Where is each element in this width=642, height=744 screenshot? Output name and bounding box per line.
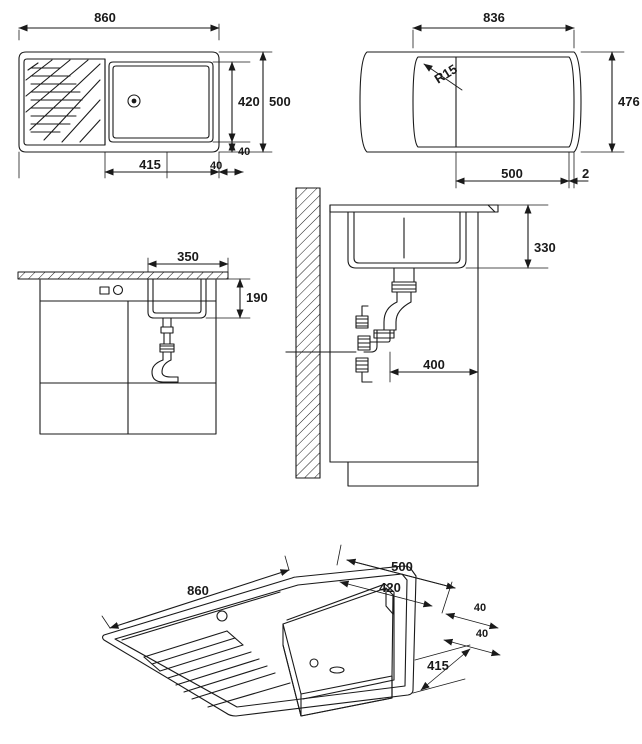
dim-330: 330 <box>534 240 556 255</box>
view-top-left <box>19 10 291 178</box>
view-side-section <box>18 249 268 434</box>
dim-500-iso: 500 <box>391 559 413 574</box>
dim-400: 400 <box>423 357 445 372</box>
dim-860-iso: 860 <box>187 583 209 598</box>
view-isometric <box>102 545 500 716</box>
dim-500-top: 500 <box>269 94 291 109</box>
dim-860-top: 860 <box>94 10 116 25</box>
dim-2: 2 <box>582 166 590 181</box>
dim-476: 476 <box>618 94 640 109</box>
view-front-right <box>360 10 640 188</box>
dim-500-right: 500 <box>501 166 523 181</box>
dim-836: 836 <box>483 10 505 25</box>
dim-350: 350 <box>177 249 199 264</box>
dim-190: 190 <box>246 290 268 305</box>
view-wall-section <box>286 188 556 486</box>
dim-420-iso: 420 <box>379 580 401 595</box>
dim-415-top: 415 <box>139 157 161 172</box>
dim-420-top: 420 <box>238 94 260 109</box>
dim-40-top-vertical: 40 <box>238 146 251 158</box>
dim-40-iso-a: 40 <box>473 602 487 614</box>
dim-40-iso-b: 40 <box>475 628 489 640</box>
dim-40-top-horizontal: 40 <box>210 160 223 172</box>
dim-415-iso: 415 <box>427 658 449 673</box>
dim-R15: R15 <box>431 61 460 87</box>
